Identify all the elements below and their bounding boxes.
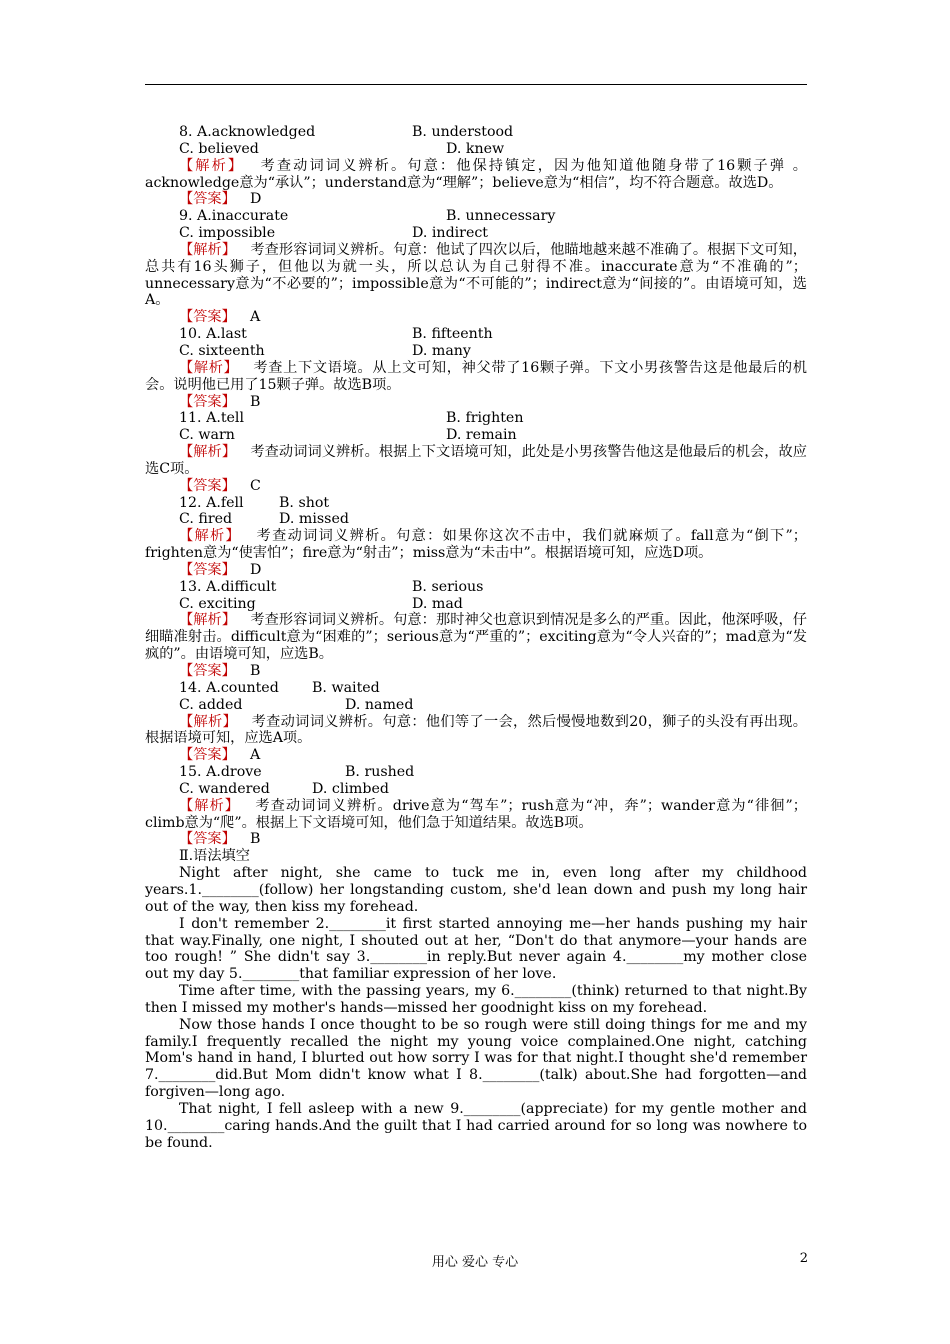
answer-label: 【答案】	[179, 561, 236, 578]
option-text: 10. A.last	[179, 326, 247, 343]
answer-label: 【答案】	[179, 191, 236, 208]
option-row-ab	[145, 124, 807, 141]
answer-value: B	[249, 831, 261, 848]
option-text: 14. A.counted	[179, 679, 279, 696]
passage-paragraph: That night, I fell asleep with a new 9.________(appreciate) for my gentle mother and 10.________caring hands.And the guilt that I had carried around for so long was nowhere to be found.	[145, 1100, 807, 1151]
option-text: D. many	[412, 342, 471, 359]
analysis-paragraph	[145, 798, 807, 832]
option-row-ab	[145, 495, 807, 512]
option-text: B. understood	[412, 124, 514, 140]
analysis-label: 【解析】	[179, 444, 237, 461]
answer-value: D	[249, 561, 262, 578]
analysis-text: 考查动词词义辨析。句意：如果你这次不击中，我们就麻烦了。fall意为“倒下”；frighten意为“使害怕”；fire意为“射击”；miss意为“未击中”。根据语境可知，应选D项。	[145, 528, 807, 562]
analysis-paragraph	[145, 158, 807, 192]
option-text: D. indirect	[412, 225, 489, 242]
option-text: B. frighten	[446, 410, 524, 427]
option-text: B. shot	[279, 494, 330, 511]
option-row-cd	[145, 697, 807, 714]
answer-line	[145, 747, 807, 764]
option-text: D. knew	[446, 140, 505, 157]
option-text: C. fired	[179, 511, 233, 528]
option-text: B. fifteenth	[412, 326, 493, 343]
option-row-ab	[145, 764, 807, 781]
option-row-ab	[145, 326, 807, 343]
option-text: C. impossible	[179, 225, 276, 242]
question-item	[145, 495, 807, 579]
option-text: D. mad	[412, 595, 463, 612]
option-text: 8. A.acknowledged	[179, 124, 316, 140]
analysis-text: 考查动词词义辨析。句意：他们等了一会，然后慢慢地数到20，狮子的头没有再出现。根据语境可知，应选A项。	[145, 713, 807, 747]
analysis-text: 考查动词词义辨析。句意：他保持镇定，因为他知道他随身带了16颗子弹 。acknowledge意为“承认”；understand意为“理解”；believe意为“相信”，均不符合题意。故选D。	[145, 157, 807, 191]
question-item	[145, 208, 807, 326]
option-text: D. remain	[446, 427, 517, 444]
question-item	[145, 410, 807, 494]
answer-value: A	[249, 309, 261, 326]
analysis-paragraph	[145, 528, 807, 562]
answer-line	[145, 478, 807, 495]
option-text: B. rushed	[345, 764, 415, 781]
option-row-cd	[145, 141, 807, 158]
passage-paragraph: I don't remember 2.________it first started annoying me—her hands pushing my hair that way.Finally, one night, I shouted out at her, “Don't do that anymore—your hands are too rough! ” She didn't say 3.________in reply.But never again 4.________my mother close out my day 5.________that familiar expression of her love.	[145, 915, 807, 983]
cloze-passage	[145, 865, 807, 1151]
option-row-cd	[145, 511, 807, 528]
analysis-label: 【解析】	[179, 359, 239, 376]
option-text: 15. A.drove	[179, 764, 262, 781]
analysis-paragraph	[145, 360, 807, 394]
answer-line	[145, 663, 807, 680]
question-item	[145, 124, 807, 208]
option-row-cd	[145, 343, 807, 360]
question-item	[145, 579, 807, 680]
option-text: C. added	[179, 696, 243, 713]
answer-label: 【答案】	[179, 747, 236, 764]
analysis-text: 考查形容词词义辨析。句意：他试了四次以后，他瞄地越来越不准确了。根据下文可知，总共有16头狮子，但他以为就一头，所以总认为自己射得不准。inaccurate意为“不准确的”；unnecessary意为“不必要的”；impossible意为“不可能的”；indirect意为“间接的”。由语境可知，选A。	[145, 241, 807, 309]
option-row-cd	[145, 781, 807, 798]
passage-paragraph: Time after time, with the passing years, my 6.________(think) returned to that night.By then I missed my mother's hands—missed her goodnight kiss on my forehead.	[145, 983, 807, 1016]
analysis-text: 考查形容词词义辨析。句意：那时神父也意识到情况是多么的严重。因此，他深呼吸，仔细瞄准射击。difficult意为“困难的”；serious意为“严重的”；exciting意为“令人兴奋的”；mad意为“发疯的”。由语境可知，应选B。	[145, 612, 807, 663]
option-text: C. exciting	[179, 595, 256, 612]
option-text: 11. A.tell	[179, 410, 245, 427]
answer-label: 【答案】	[179, 477, 236, 494]
analysis-text: 考查动词词义辨析。根据上下文语境可知，此处是小男孩警告他这是他最后的机会，故应选C项。	[145, 444, 807, 477]
analysis-label: 【解析】	[179, 157, 245, 174]
option-text: B. waited	[312, 679, 380, 696]
footer-motto: 用心 爱心 专心	[431, 1255, 519, 1270]
answer-line	[145, 309, 807, 326]
option-text: C. wandered	[179, 780, 270, 797]
question-item	[145, 326, 807, 410]
option-text: C. believed	[179, 140, 259, 157]
answer-label: 【答案】	[179, 309, 236, 326]
option-text: 13. A.difficult	[179, 578, 277, 595]
passage-paragraph: Now those hands I once thought to be so rough were still doing things for me and my family.I frequently recalled the night my young voice complained.One night, catching Mom's hand in hand, I blurted out how sorry I was for that night.I thought she'd remember 7.________did.But Mom didn't know what I 8.________(talk) about.She had forgotten—and forgiven—long ago.	[145, 1016, 807, 1101]
option-row-cd	[145, 596, 807, 613]
answer-value: D	[249, 191, 262, 208]
analysis-paragraph	[145, 444, 807, 478]
analysis-label: 【解析】	[179, 241, 237, 258]
option-text: D. missed	[279, 511, 349, 528]
option-row-ab	[145, 208, 807, 225]
analysis-paragraph	[145, 714, 807, 748]
option-text: 9. A.inaccurate	[179, 208, 289, 225]
answer-value: B	[249, 663, 261, 679]
answer-line	[145, 562, 807, 579]
analysis-label: 【解析】	[179, 713, 238, 730]
option-row-ab	[145, 410, 807, 427]
answer-label: 【答案】	[179, 831, 236, 848]
option-text: 12. A.fell	[179, 494, 244, 511]
option-text: C. sixteenth	[179, 342, 265, 359]
option-text: D. climbed	[312, 780, 389, 797]
answer-line	[145, 191, 807, 208]
question-item	[145, 764, 807, 848]
option-row-ab	[145, 579, 807, 596]
analysis-text: 考查动词词义辨析。drive意为“驾车”；rush意为“冲，奔”；wander意为“徘徊”；climb意为“爬”。根据上下文语境可知，他们急于知道结果。故选B项。	[145, 797, 807, 831]
page-number: 2	[799, 1251, 808, 1266]
answer-line	[145, 394, 807, 411]
option-text: D. named	[345, 696, 414, 713]
answer-value: A	[249, 747, 261, 764]
question-item	[145, 680, 807, 764]
option-row-ab	[145, 680, 807, 697]
analysis-text: 考查上下文语境。从上文可知，神父带了16颗子弹。下文小男孩警告这是他最后的机会。说明他已用了15颗子弹。故选B项。	[145, 359, 807, 393]
analysis-paragraph	[145, 612, 807, 663]
answer-line	[145, 831, 807, 848]
answer-value: C	[249, 477, 261, 494]
analysis-label: 【解析】	[179, 797, 241, 814]
option-row-cd	[145, 427, 807, 444]
question-list	[145, 124, 807, 848]
answer-label: 【答案】	[179, 393, 236, 410]
analysis-label: 【解析】	[179, 612, 237, 629]
answer-value: B	[249, 393, 261, 410]
option-row-cd	[145, 225, 807, 242]
analysis-label: 【解析】	[179, 528, 242, 545]
option-text: B. serious	[412, 578, 484, 595]
section-title: Ⅱ.语法填空	[179, 848, 250, 865]
passage-paragraph: Night after night, she came to tuck me in, even long after my childhood years.1.________(follow) her longstanding custom, she'd lean down and push my long hair out of the way, then kiss my forehead.	[145, 865, 807, 915]
analysis-paragraph	[145, 242, 807, 309]
page-content	[145, 124, 807, 1151]
option-text: B. unnecessary	[446, 208, 556, 225]
header-rule	[145, 84, 807, 85]
option-text: C. warn	[179, 427, 235, 444]
answer-label: 【答案】	[179, 663, 236, 679]
